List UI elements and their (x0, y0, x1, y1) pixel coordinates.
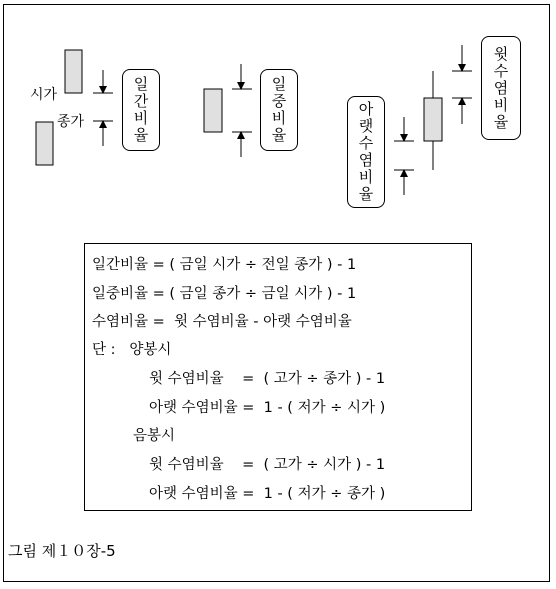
formula-line-2: 일중비율 = ( 금일 종가 ÷ 금일 시가 ) - 1 (92, 286, 357, 302)
formula-line-8: 윗 수염비율 = ( 고가 ÷ 시가 ) - 1 (149, 457, 386, 473)
formula-line-3: 수염비율 = 윗 수염비율 - 아랫 수염비율 (92, 314, 352, 330)
close-candle (36, 122, 53, 165)
open-candle (65, 50, 82, 93)
formula-line-6: 아랫 수염비율 = 1 - ( 저가 ÷ 시가 ) (149, 400, 386, 416)
close-label: 종가 (57, 114, 85, 130)
lower-wick-label: 아 랫 수 염 비 율 (347, 96, 385, 208)
formula-box (84, 243, 472, 511)
open-label: 시가 (30, 87, 58, 103)
intraday-gap-label: 일 간 비 율 (122, 69, 160, 151)
figure-caption: 그림 제１０장-5 (8, 542, 116, 560)
intraday-mid-label: 일 중 비 율 (260, 69, 298, 151)
formula-line-1: 일간비율 = ( 금일 시가 ÷ 전일 종가 ) - 1 (92, 257, 357, 273)
formula-line-5: 윗 수염비율 = ( 고가 ÷ 종가 ) - 1 (149, 371, 386, 387)
upper-wick-label: 윗 수 염 비 율 (481, 36, 521, 140)
wick-candle (424, 98, 442, 141)
formula-line-7: 음봉시 (133, 428, 176, 444)
formula-line-9: 아랫 수염비율 = 1 - ( 저가 ÷ 종가 ) (149, 486, 386, 502)
body-candle (204, 89, 222, 132)
formula-line-4: 단 : 양봉시 (92, 342, 172, 358)
